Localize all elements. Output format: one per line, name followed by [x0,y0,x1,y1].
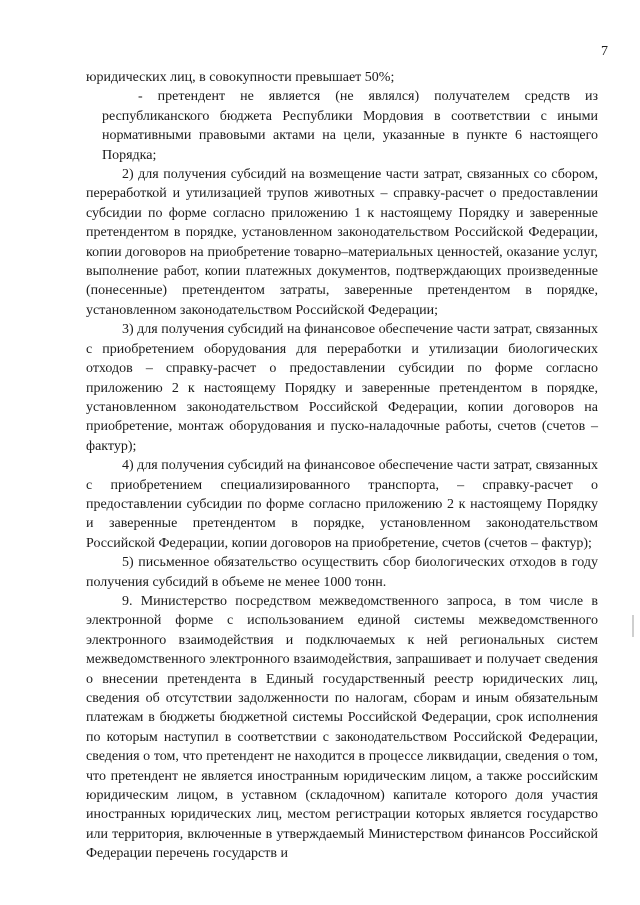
paragraph-bullet-not-recipient: - претендент не является (не являлся) получателем средств из республиканского бюджета Республики Мордовия в соответствии с иными нормативными правовыми актами на цели, указанные в пункте 6 настоящего Порядка; [102,89,598,163]
paragraph-continuation: юридических лиц, в совокупности превышает 50%; [86,70,395,85]
paragraph-item-5: 5) письменное обязательство осуществить сбор биологических отходов в году получения субсидий в объеме не менее 1000 тонн. [86,555,598,590]
scan-artifact [632,615,634,637]
paragraph-item-4: 4) для получения субсидий на финансовое обеспечение части затрат, связанных с приобретением специализированного транспорта, – справку-расчет о предоставлении субсидии по форме согласно приложению 2 к настоящему Порядку и заверенные претендентом в порядке, установленном законодательством Российской Федерации, копии договоров на приобретение, счетов (счетов – фактур); [86,458,598,551]
paragraph-item-3: 3) для получения субсидий на финансовое обеспечение части затрат, связанных с приобретением оборудования для переработки и утилизации биологических отходов – справку-расчет о предоставлении субсидии по форме согласно приложению 2 к настоящему Порядку и заверенные претендентом в порядке, установленном законодательством Российской Федерации, копии договоров на приобретение, монтаж оборудования и пуско-наладочные работы, счетов (счетов – фактур); [86,322,598,454]
page-number: 7 [601,44,608,59]
paragraph-item-2: 2) для получения субсидий на возмещение части затрат, связанных со сбором, переработкой и утилизацией трупов животных – справку-расчет о предоставлении субсидии по форме согласно приложению 1 к настоящему Порядку и заверенные претендентом в порядке, установленном законодательством Российской Федерации, копии договоров на приобретение товарно–материальных ценностей, оказание услуг, выполнение работ, копии платежных документов, подтверждающих произведенные (понесенные) претендентом затраты, заверенные претендентом в порядке, установленном законодательством Российской Федерации; [86,167,598,318]
paragraph-clause-9: 9. Министерство посредством межведомственного запроса, в том числе в электронной форме с использованием единой системы межведомственного электронного взаимодействия и подключаемых к ней региональных систем межведомственного электронного взаимодействия, запрашивает и получает сведения о внесении претендента в Единый государственный реестр юридических лиц, сведения об отсутствии задолженности по налогам, сборам и иным обязательным платежам в бюджеты бюджетной системы Российской Федерации, срок исполнения по которым наступил в соответствии с законодательством Российской Федерации, сведения о том, что претендент не находится в процессе ликвидации, сведения о том, что претендент не является иностранным юридическим лицом, а также российским юридическим лицом, в уставном (складочном) капитале которого доля участия иностранных юридических лиц, местом регистрации которых является государство или территория, включенные в утверждаемый Министерством финансов Российской Федерации перечень государств и [86,593,598,862]
